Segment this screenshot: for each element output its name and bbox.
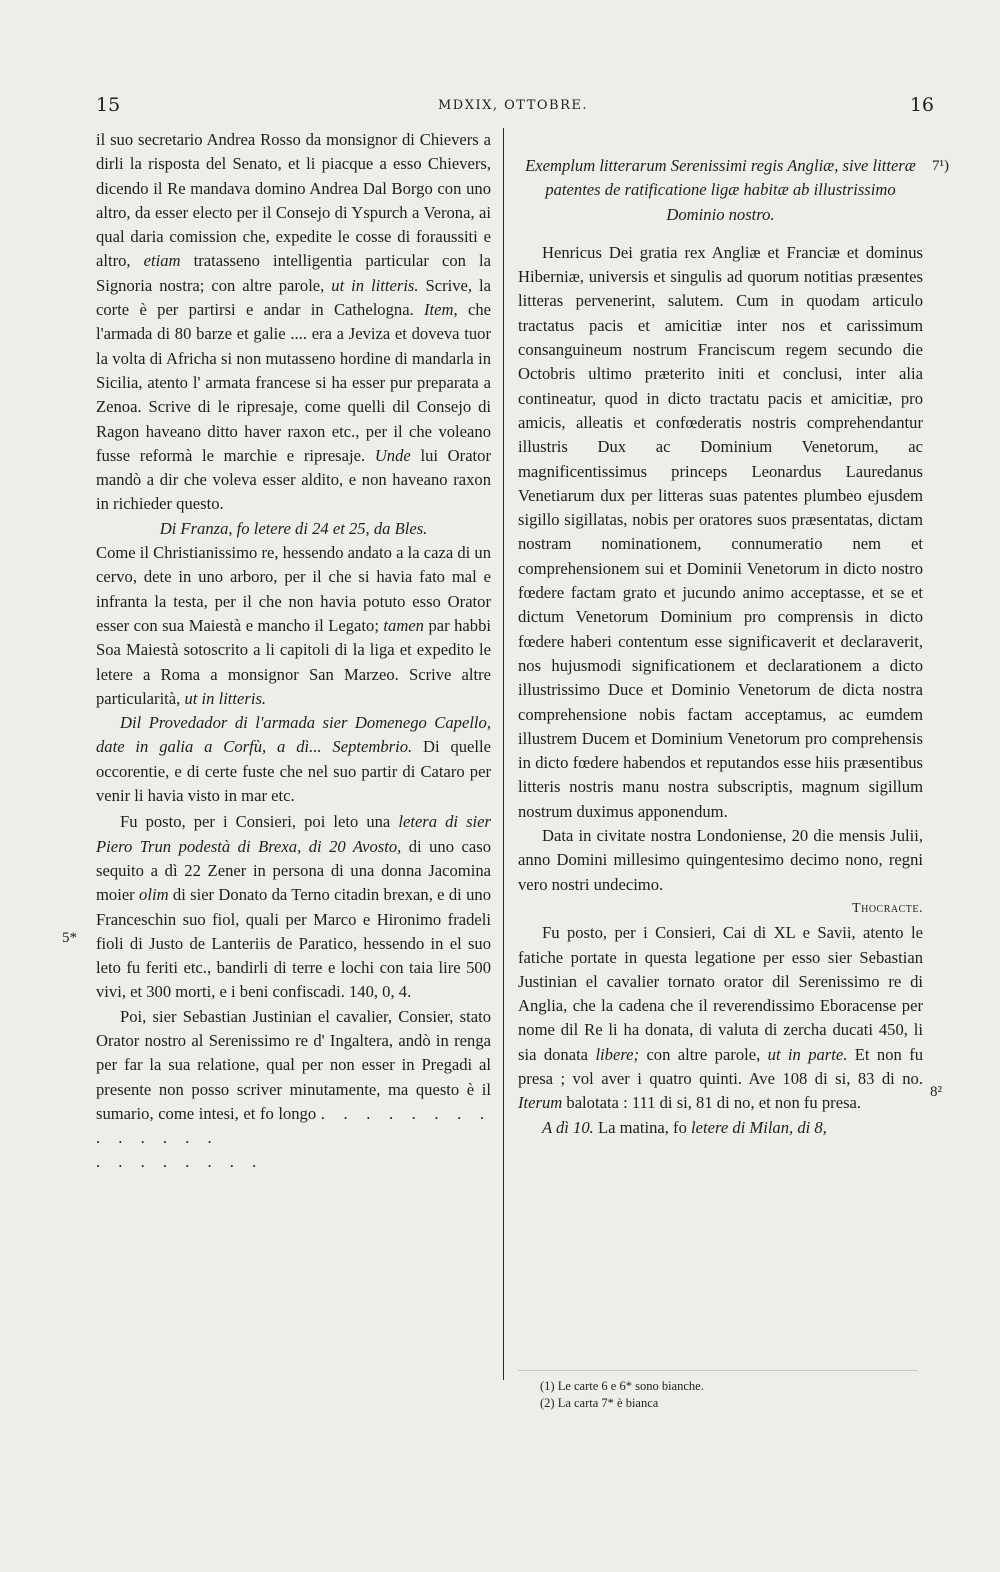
footnote: (1) Le carte 6 e 6* sono bianche. xyxy=(540,1379,704,1393)
paragraph: Dil Provedador di l'armada sier Domenego Capello, date in galia a Corfù, a dì... Septembrio. Di quelle occorentie, e di certe fuste che nel suo partir di Cataro per venir li havia visto in mar etc. xyxy=(96,713,491,806)
paragraph: il suo secretario Andrea Rosso da monsignor di Chievers a dirli la risposta del Senato, et li piacque a esso Chievers, dicendo il Re mandava domino Andrea Dal Borgo con uno altro, da esser electo per il Consejo di Yspurch a Verona, ai qual daria comission che, expedite le cosse di foraussiti e altro, etiam tratasseno intelligentia particular con la Signoria nostra; con altre parole, ut in litteris. Scrive, la corte è per partirsi e andar in Cathelogna. Item, che l'armada di 80 barze et galie .... era a Jeviza et doveva tuor la volta di Africha si non mutasseno hordine di mandarla in Sicilia, atento l' armata francese si ha esser pur preparata a Zenoa. Scrive di le ripresaje, come quelli dil Consejo di Ragon haveano ditto haver raxon etc., per il che voleano fusse reformà le marchie e ripresaje. Unde lui Orator mandò a dir che voleva esser aldito, e non haveano raxon in richieder questo. xyxy=(96,130,491,514)
paragraph: A dì 10. La matina, fo letere di Milan, di 8, xyxy=(542,1117,827,1137)
ellipsis: . . . . . . . . xyxy=(96,1152,264,1172)
margin-note-right-top: 7¹) xyxy=(932,158,949,174)
left-column xyxy=(96,128,491,1175)
paragraph: Data in civitate nostra Londoniense, 20 die mensis Julii, anno Domini millesimo quingentesimo decimo nono, regni vero nostri undecimo. xyxy=(518,826,923,894)
margin-note-left: 5* xyxy=(62,930,77,946)
margin-note-right-bottom: 8² xyxy=(930,1084,942,1100)
paragraph: Fu posto, per i Consieri, poi leto una letera di sier Piero Trun podestà di Brexa, di 20 Avosto, di uno caso sequito a dì 22 Zener in persona di una donna Jacomina moier olim di sier Donato da Terno citadin brexan, e di uno Franceschin suo fiol, quali per Marco e Hironimo fradeli fioli di Justo de Lanteriis de Paratico, hessendo in el suo leto fu feriti etc., bandirli di terre e lochi con taia lire 500 vivi, et 300 morti, e i beni confiscadi. 140, 0, 4. xyxy=(96,812,492,1002)
paragraph: Poi, sier Sebastian Justinian el cavalier, Consier, stato Orator nostro al Serenissimo re d' Ingaltera, andò in renga per far la sua relatione, qual per non esser in Pregadi al presente non posso scriver minutamente, ma questo è il sumario, come intesi, et fo longo . . . . . . . . . . . . . . xyxy=(96,1006,492,1148)
document-title: Exemplum litterarum Serenissimi regis Angliæ, sive litteræ patentes de ratificatione ligæ habitæ ab illustrissimo Dominio nostro. xyxy=(525,156,916,224)
page-number-right: 16 xyxy=(909,94,934,116)
footnotes xyxy=(540,1378,704,1412)
page-number-left: 15 xyxy=(96,94,121,116)
page-header xyxy=(92,94,934,116)
signature: Thocracte. xyxy=(852,900,923,916)
paragraph: Henricus Dei gratia rex Angliæ et Franciæ et dominus Hiberniæ, universis et singulis ad quorum notitias præsentes litteras pervenerint, salutem. Cum in quodam articulo tractatus pacis et amicitiæ inter nos et carissimum consanguineum nostrum Franciscum regem secundo die Octobris ultimo præterito initi et conclusi, inter alia contineatur, quod in dicto tractatu pacis et amicitiæ, pro amicis, alleatis et confœderatis nostris comprehendantur illustris Dux ac Dominium Venetorum, ac magnificentissimus princeps Leonardus Lauredanus Venetiarum dux per litteras suas patentes plumbeo ejusdem sigillo sigillatas, nobis per oratores suos præsentatas, dictam nostram nominationem, connumeratio nem et comprehensionem sui et Dominii Venetorum in dicto nostro fœdere factam grato et jucundo animo acceptasse, et se et dictum Venetorum Dominium pro comprensis in dicto fœdere haberi contentum esse significaverit et declaraverit, nos hujusmodi significationem et declarationem a dicto illustrissimo Duce et Dominio Venetorum de dicta nostra comprehensione nobis factam acceptamus, ac eumdem illustrem Ducem et Dominium Venetorum pro comprehensis in dicto fœdere habendos et reputandos esse hiis præsentibus litteris nostris manu nostra subscriptis, magnum sigillum nostrum duximus apponendum. xyxy=(518,242,923,821)
section-heading: Dil Provedador di l'armada sier Domenego Capello, date in galia a Corfù, a dì... Septembrio. xyxy=(96,713,491,757)
section-heading: Di Franza, fo letere di 24 et 25, da Bles. xyxy=(159,518,428,538)
footnote-divider xyxy=(518,1370,918,1371)
paragraph: Fu posto, per i Consieri, Cai di XL e Savii, atento le fatiche portate in questa legatione per esso sier Sebastian Justinian el cavalier tornato orator dil Serenissimo re di Anglia, che la cadena che il reverendissimo Eboracense per nome dil Re li ha donata, di valuta di zercha ducati 450, li sia donata libere; con altre parole, ut in parte. Et non fu presa ; vol aver i quatro quinti. Ave 108 di si, 83 di no. Iterum balotata : 111 di si, 81 di no, et non fu presa. xyxy=(518,923,924,1113)
paragraph: Come il Christianissimo re, hessendo andato a la caza di un cervo, dete in uno arboro, per il che si havia fato mal e infranta la testa, per il che non havia potuto esso Orator esser con sua Maiestà e mancho il Legato; tamen par habbi Soa Maiestà sotoscrito a li capitoli di la liga et expedito le letere a Roma a monsignor San Marzeo. Scrive altre particularità, ut in litteris. xyxy=(96,543,491,708)
column-divider xyxy=(503,128,504,1380)
footnote: (2) La carta 7* è bianca xyxy=(540,1396,659,1410)
ellipsis: . . . . . . . . . . . . . . xyxy=(96,1103,492,1148)
running-title: MDXIX, OTTOBRE. xyxy=(437,98,588,113)
right-column xyxy=(518,128,923,1140)
